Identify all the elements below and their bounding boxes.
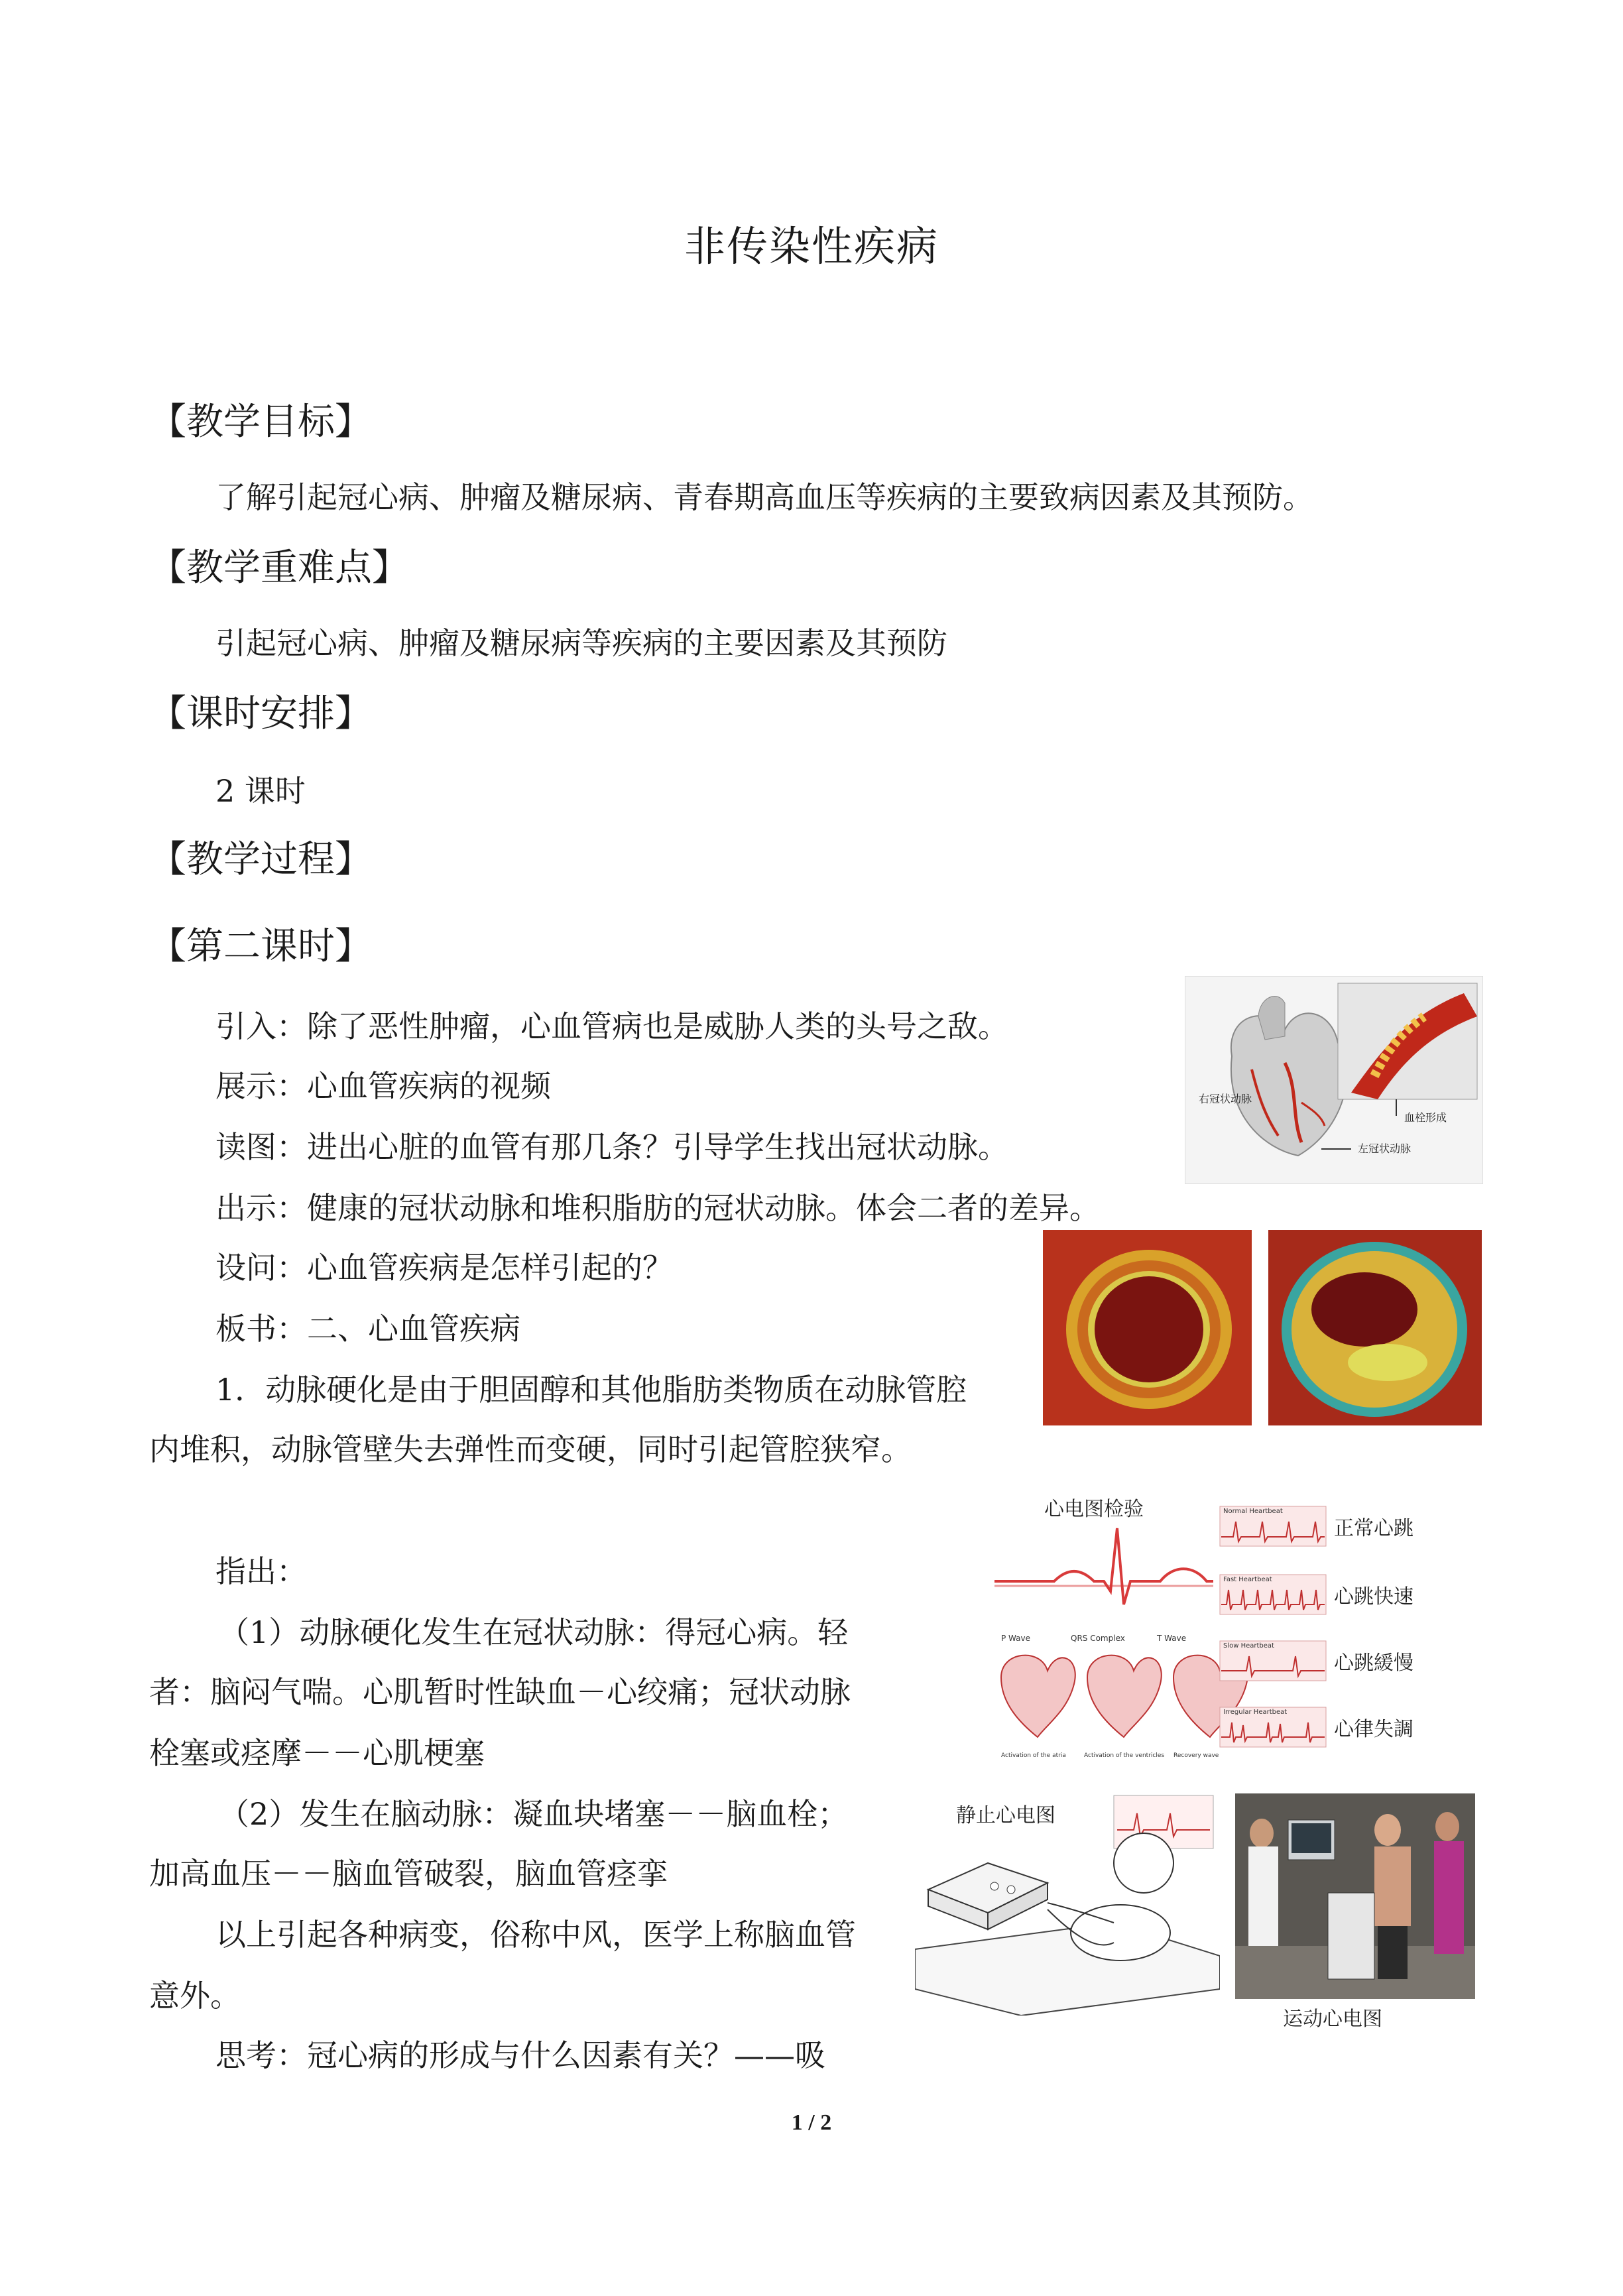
lesson2-heading: 【第二课时】 [149,925,372,968]
case-1-line-1: （1）动脉硬化发生在冠状动脉：得冠心病。轻 [219,1614,849,1650]
objectives-heading: 【教学目标】 [149,400,372,444]
strip-label-normal: 正常心跳 [1334,1517,1413,1540]
case-1-line-3: 栓塞或痉摩－－心肌梗塞 [149,1735,485,1771]
exercise-ecg-caption: 运动心电图 [1283,2008,1382,2031]
ecg-figure [994,1492,1485,1770]
schedule-text: 2 课时 [215,773,306,809]
process-heading: 【教学过程】 [149,838,372,881]
heart-diagrams [1001,1656,1248,1737]
board-line: 板书：二、心血管疾病 [215,1311,520,1347]
heart-artery-figure [1185,976,1483,1184]
keypoints-text: 引起冠心病、肿瘤及糖尿病等疾病的主要因素及其预防 [215,625,947,661]
caption-ventricles: Activation of the ventricles [1084,1752,1165,1759]
strip-tag-slow: Slow Heartbeat [1223,1642,1274,1650]
keypoints-heading: 【教学重难点】 [149,546,409,589]
page-title: 非传染性疾病 [684,222,939,271]
strip-tag-fast: Fast Heartbeat [1223,1576,1272,1583]
objectives-text: 了解引起冠心病、肿瘤及糖尿病、青春期高血压等疾病的主要致病因素及其预防。 [215,479,1313,515]
qrs-label: QRS Complex [1071,1634,1125,1643]
case-2-line-1: （2）发生在脑动脉：凝血块堵塞－－脑血栓； [219,1796,849,1832]
resting-ecg-title: 静止心电图 [956,1804,1055,1827]
caption-atria: Activation of the atria [1001,1752,1066,1759]
point-line: 指出： [215,1553,307,1589]
strip-tag-irregular: Irregular Heartbeat [1223,1709,1288,1716]
paragraph-1-line-1: 1．动脉硬化是由于胆固醇和其他脂肪类物质在动脉管腔 [215,1372,967,1408]
present-line: 出示：健康的冠状动脉和堆积脂肪的冠状动脉。体会二者的差异。 [215,1190,1100,1226]
ecg-title: 心电图检验 [1044,1498,1144,1521]
p-wave-label: P Wave [1001,1634,1030,1643]
schedule-heading: 【课时安排】 [149,692,372,735]
page-number: 1 / 2 [791,2110,832,2135]
label-clot: 血栓形成 [1404,1111,1447,1124]
strip-label-slow: 心跳緩慢 [1334,1652,1413,1675]
case-2-line-2: 加高血压－－脑血管破裂，脑血管痉挛 [149,1856,668,1892]
case-3-line-2: 意外。 [149,1978,241,2014]
show-line: 展示：心血管疾病的视频 [215,1068,551,1104]
artery-cross-section-figure [1043,1230,1482,1425]
label-right-coronary: 右冠状动脉 [1199,1093,1252,1105]
strip-tag-normal: Normal Heartbeat [1223,1508,1283,1515]
case-3-line-1: 以上引起各种病变，俗称中风，医学上称脑血管 [215,1917,856,1953]
paragraph-1-line-2: 内堆积，动脉管壁失去弹性而变硬，同时引起管腔狭窄。 [149,1431,912,1467]
exercise-ecg-photo [1235,1793,1475,1999]
caption-recovery: Recovery wave [1173,1752,1219,1759]
case-1-line-2: 者：脑闷气喘。心肌暂时性缺血－心绞痛；冠状动脉 [149,1674,851,1710]
strip-label-irregular: 心律失調 [1334,1718,1413,1741]
intro-line: 引入：除了恶性肿瘤，心血管病也是威胁人类的头号之敌。 [215,1008,1008,1044]
fatty-artery-image [1268,1230,1482,1425]
artery-zoom-inset [1338,983,1477,1116]
think-line: 思考：冠心病的形成与什么因素有关？——吸 [215,2037,825,2073]
question-line: 设问：心血管疾病是怎样引起的？ [215,1250,673,1286]
t-wave-label: T Wave [1157,1634,1187,1643]
resting-ecg-figure [915,1790,1220,2016]
strip-label-fast: 心跳快速 [1334,1585,1413,1608]
healthy-artery-image [1043,1230,1252,1425]
label-left-coronary: 左冠状动脉 [1358,1142,1412,1155]
exercise-ecg-figure [1235,1793,1475,2035]
read-line: 读图：进出心脏的血管有那几条？引导学生找出冠状动脉。 [215,1129,1008,1165]
